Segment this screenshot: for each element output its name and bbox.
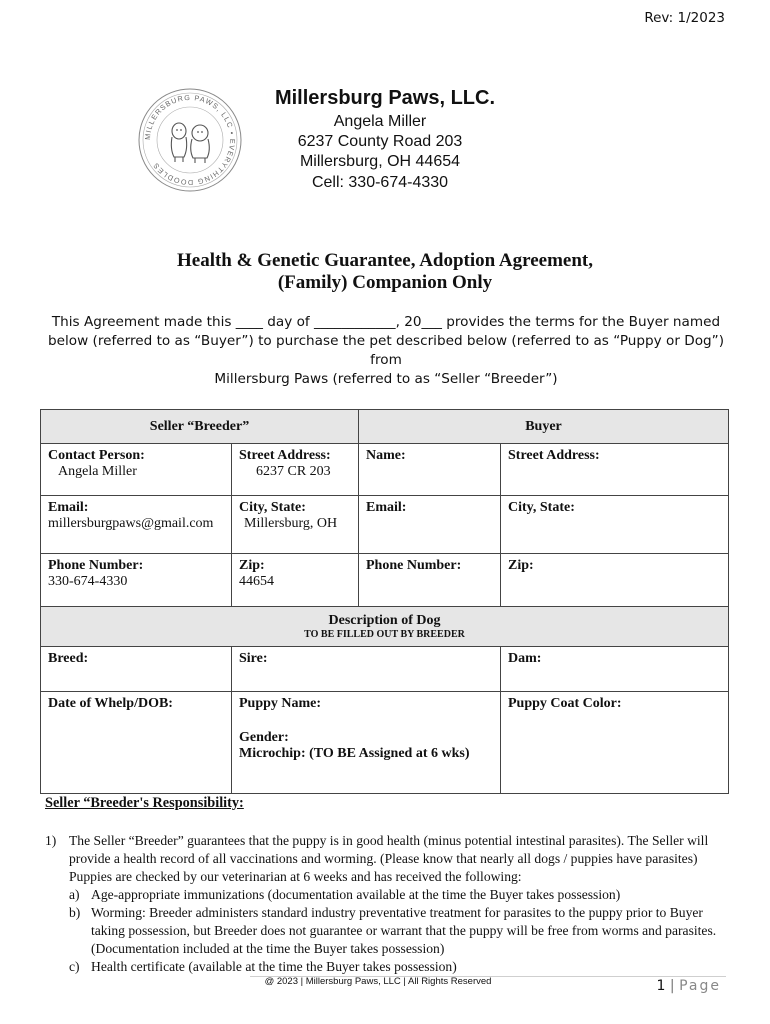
buyer-street-label: Street Address: (508, 448, 600, 463)
item-number: b) (69, 905, 81, 920)
seller-zip-cell[interactable] (232, 554, 359, 607)
gender-label: Gender: (239, 730, 289, 745)
buyer-header: Buyer (359, 410, 729, 444)
footer-copyright: @ 2023 | Millersburg Paws, LLC | All Rights Reserved (264, 976, 492, 987)
seller-header: Seller “Breeder” (41, 410, 359, 444)
seller-contact-cell[interactable] (41, 444, 232, 496)
dob-cell[interactable] (41, 692, 232, 794)
buyer-city-cell[interactable] (501, 496, 729, 554)
list-item (45, 958, 735, 976)
sire-cell[interactable] (232, 647, 501, 692)
responsibility-heading: Seller “Breeder's Responsibility: (45, 795, 244, 811)
dam-cell[interactable] (501, 647, 729, 692)
list-item (45, 886, 735, 904)
puppy-name-label: Puppy Name: (239, 696, 322, 711)
seller-email-label: Email: (48, 500, 89, 515)
contact-person-value: Angela Miller (58, 464, 137, 479)
title-line-2: (Family) Companion Only (277, 272, 493, 293)
page-number-value: 1 (656, 978, 666, 994)
description-subtitle: TO BE FILLED OUT BY BREEDER (304, 629, 465, 640)
item-number: c) (69, 959, 80, 974)
item-text: The Seller “Breeder” guarantees that the puppy is in good health (minus potential intestinal parasites). The Seller will provide a health record of all vaccinations and worming. (Please know that nearly all dogs / puppies have parasites) Puppies are checked by our veterinarian at 6 weeks and has received the following: (69, 833, 709, 884)
intro-line-1: This Agreement made this ____ day of ____________, 20___ provides the terms for the Buyer named (51, 314, 721, 330)
seller-city-value: Millersburg, OH (244, 516, 338, 531)
buyer-name-cell[interactable] (359, 444, 501, 496)
seller-phone-cell[interactable] (41, 554, 232, 607)
buyer-zip-cell[interactable] (501, 554, 729, 607)
seller-email-value: millersburgpaws@gmail.com (48, 516, 214, 531)
item-text: Age-appropriate immunizations (documentation available at the time the Buyer takes possession) (91, 887, 621, 902)
buyer-zip-label: Zip: (508, 558, 534, 573)
seller-street-cell[interactable] (232, 444, 359, 496)
seller-zip-label: Zip: (239, 558, 265, 573)
seller-phone-value: 330-674-4330 (48, 574, 128, 589)
seller-email-cell[interactable] (41, 496, 232, 554)
coat-color-cell[interactable] (501, 692, 729, 794)
buyer-email-cell[interactable] (359, 496, 501, 554)
description-header (41, 607, 729, 647)
puppy-details-cell[interactable] (232, 692, 501, 794)
microchip-label: Microchip: (TO BE Assigned at 6 wks) (239, 746, 470, 761)
page-number (657, 978, 721, 994)
company-address-line1: 6237 County Road 203 (297, 133, 463, 150)
buyer-name-label: Name: (366, 448, 406, 463)
seller-phone-label: Phone Number: (48, 558, 144, 573)
revision-label: Rev: 1/2023 (644, 10, 725, 26)
buyer-email-label: Email: (366, 500, 407, 515)
company-name: Millersburg Paws, LLC. (274, 87, 496, 109)
breed-label: Breed: (48, 651, 89, 666)
item-number: a) (69, 887, 80, 902)
document-title (40, 250, 730, 294)
contact-person-label: Contact Person: (48, 448, 145, 463)
page-separator: | (669, 978, 675, 994)
agreement-intro (46, 313, 726, 389)
breed-cell[interactable] (41, 647, 232, 692)
description-title: Description of Dog (328, 613, 441, 628)
coat-color-label: Puppy Coat Color: (508, 696, 622, 711)
buyer-phone-label: Phone Number: (366, 558, 462, 573)
sire-label: Sire: (239, 651, 268, 666)
dob-label: Date of Whelp/DOB: (48, 696, 173, 711)
agreement-table (40, 409, 729, 794)
intro-line-3: Millersburg Paws (referred to as “Seller “Breeder”) (214, 371, 558, 387)
seller-street-label: Street Address: (239, 448, 331, 463)
dam-label: Dam: (508, 651, 542, 666)
buyer-street-cell[interactable] (501, 444, 729, 496)
responsibility-list (45, 832, 735, 976)
item-number: 1) (45, 833, 57, 848)
seller-city-cell[interactable] (232, 496, 359, 554)
title-line-1: Health & Genetic Guarantee, Adoption Agreement, (176, 250, 593, 271)
item-text: Worming: Breeder administers standard industry preventative treatment for parasites to the puppy prior to Buyer taking possession, but Breeder does not guarantee or warrant that the puppy will be free from worms and parasites. (Documentation included at the time the Buyer takes possession) (91, 905, 717, 956)
item-text: Health certificate (available at the time the Buyer takes possession) (91, 959, 457, 974)
list-item (45, 904, 735, 958)
buyer-phone-cell[interactable] (359, 554, 501, 607)
seller-zip-value: 44654 (239, 574, 274, 589)
logo-text: MILLERSBURG PAWS, LLC • EVERYTHING DOODLES (142, 92, 238, 188)
intro-line-2: below (referred to as “Buyer”) to purchase the pet described below (referred to as “Puppy or Dog”) from (48, 333, 724, 368)
company-cell: Cell: 330-674-4330 (311, 174, 449, 191)
buyer-city-label: City, State: (508, 500, 575, 515)
company-owner: Angela Miller (333, 113, 427, 130)
seller-city-label: City, State: (239, 500, 306, 515)
page-word: Page (679, 978, 721, 994)
list-item (45, 832, 735, 886)
seller-street-value: 6237 CR 203 (256, 464, 331, 479)
company-logo (137, 87, 243, 193)
company-address-line2: Millersburg, OH 44654 (299, 153, 461, 170)
